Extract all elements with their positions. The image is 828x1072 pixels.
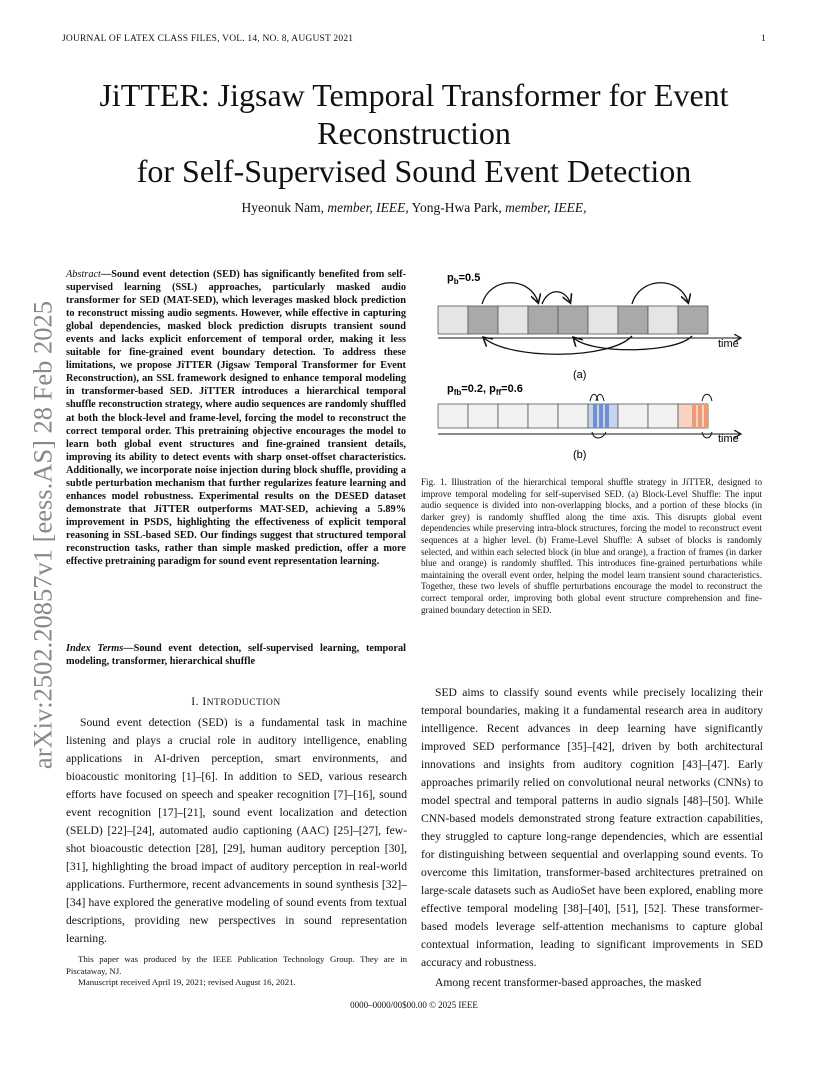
arxiv-id: arXiv:2502.20857v1 [eess.AS] 28 Feb 2025 [27, 300, 58, 770]
author-1-role: member, IEEE, [327, 200, 409, 215]
paper-title [40, 76, 788, 190]
shuffle-arrow [542, 292, 570, 304]
section-heading [66, 696, 406, 708]
right-paragraph-2: Among recent transformer-based approaches, the masked [435, 976, 702, 989]
frame-shuffle-arrow [592, 432, 606, 438]
running-header [62, 34, 766, 44]
shuffle-arrow [632, 283, 688, 304]
frame-shuffle-arrow [702, 394, 712, 401]
copyright-footer: 0000–0000/00$00.00 © 2025 IEEE [350, 1000, 478, 1010]
author-1: Hyeonuk Nam, [241, 200, 328, 215]
author-2: Yong-Hwa Park, [408, 200, 506, 215]
author-2-role: member, IEEE, [505, 200, 587, 215]
intro-paragraph: Sound event detection (SED) is a fundamental task in machine listening and plays a crucial role in auditory intelligence, enabling applications in AI-driven perception, smart environments, and bioacoustic monitoring [1]–[6]. In addition to SED, various research efforts have focused on speech and speaker recognition [7]–[16], sound event recognition [17]–[21], sound event localization and detection (SELD) [22]–[24], automated audio captioning (AAC) [25]–[27], few-shot bioacoustic detection [28], [29], human auditory perception [30], [31], highlighting the broad impact of auditory perception in real-world applications. Furthermore, recent advancements in sound synthesis [32]–[34] have explored the generative modeling of sound events from textual descriptions, providing new perspectives in sound representation learning. [66, 716, 407, 945]
shuffle-arrow [484, 336, 632, 354]
index-terms-text: —Sound event detection, self-supervised learning, temporal modeling, transformer, hierarchical shuffle [66, 643, 406, 668]
param-pb: $p_b=0.5$ [447, 272, 481, 286]
author-line [40, 200, 788, 216]
block-row-b [438, 404, 708, 428]
section-title: NTRODUCTION [206, 698, 281, 708]
figure-1 [430, 262, 760, 462]
frame-shuffle-arrow [596, 394, 604, 401]
footnote-line-2: Manuscript received April 19, 2021; revised August 16, 2021. [78, 977, 296, 988]
abstract-lead: Abstract [66, 269, 101, 280]
journal-name: JOURNAL OF LATEX CLASS FILES, VOL. 14, NO. 8, AUGUST 2021 [62, 34, 354, 44]
subfigure-a-label: (a) [573, 369, 587, 381]
abstract [66, 268, 406, 568]
index-terms [66, 642, 406, 668]
param-pfb-pff: $p_{fb}=0.2$, $p_{ff}=0.6$ [447, 383, 523, 397]
page-number: 1 [761, 34, 766, 44]
footnote-line-1: This paper was produced by the IEEE Publication Technology Group. They are in Piscataway, NJ. [66, 954, 407, 976]
footnote [66, 954, 407, 989]
section-numeral: I. I [191, 696, 207, 708]
figure-caption: Fig. 1. Illustration of the hierarchical temporal shuffle strategy in JiTTER, designed to improve temporal modeling for self-supervised SED. (a) Block-Level Shuffle: The input audio sequence is divided into non-overlapping blocks, and a portion of these blocks (in darker grey) is randomly shuffled along the time axis. This disrupts global event dependencies while preserving intra-block structures, forcing the model to reconstruct event sequences at a higher level. (b) Frame-Level Shuffle: A subset of blocks is randomly selected, and within each selected block (in blue and orange), a fraction of frames (in darker blue and orange) is randomly shuffled. This introduces fine-grained perturbations while maintaining the overall event order, helping the model learn transient sound characteristics. Together, these two levels of shuffle perturbations encourage the model to reconstruct the correct temporal order, improving both global event structure comprehension and fine-grained boundary detection in SED. [421, 477, 762, 615]
title-line-3: for Self-Supervised Sound Event Detection [136, 153, 692, 189]
title-line-2: Reconstruction [317, 115, 511, 151]
right-paragraph-1: SED aims to classify sound events while precisely localizing their temporal boundaries, making it a fundamental research area in auditory intelligence. Recent advances in deep learning have significantly improved SED performance [35]–[42], driven by both architectural innovations and insights from auditory cognition [43]–[47]. Early approaches primarily relied on convolutional neural networks (CNNs) to model spectral and temporal patterns in audio signals [48]–[50]. While CNN-based models demonstrated strong feature extraction capabilities, they struggled to capture long-range dependencies, which are essential for distinguishing between sequential and overlapping sound events. To overcome this limitation, transformer-based architectures pretrained on large-scale datasets such as AudioSet have been explored, enabling more effective temporal modeling [38]–[40], [51], [52]. These transformer-based models leverage self-attention mechanisms to capture global contextual information, leading to significant improvements in SED accuracy and robustness. [421, 686, 763, 969]
title-line-1: JiTTER: Jigsaw Temporal Transformer for Event [99, 77, 729, 113]
time-label-a: time [718, 338, 739, 350]
frame-shuffle-arrow [702, 432, 712, 438]
block-row-a [438, 306, 708, 334]
subfigure-b-label: (b) [573, 449, 587, 461]
time-label-b: time [718, 433, 739, 445]
shuffle-arrow [482, 283, 538, 304]
arxiv-stamp [18, 290, 68, 780]
index-terms-lead: Index Terms [66, 643, 124, 654]
abstract-text: —Sound event detection (SED) has significantly benefited from self-supervised learning (SSL) approaches, particularly masked audio transformer for SED (MAT-SED), which leverages masked block prediction to reconstruct missing audio segments. However, while effective in capturing global dependencies, masked block prediction disrupts transient sound events and lacks explicit enforcement of temporal order, making it less suitable for fine-grained event boundary detection. To address these limitations, we propose JiTTER (Jigsaw Temporal Transformer for Event Reconstruction), an SSL framework designed to enhance temporal modeling in transformer-based SED. JiTTER introduces a hierarchical temporal shuffle reconstruction strategy, where audio sequences are randomly shuffled at both the block-level and frame-level, forcing the model to reconstruct the correct temporal order. This pretraining objective encourages the model to learn both global event structures and fine-grained transient details, improving its ability to detect events with sharp onset-offset characteristics. Additionally, we incorporate noise injection during block shuffle, providing a subtle perturbation mechanism that further regularizes feature learning and enhances model robustness. Experimental results on the DESED dataset demonstrate that JiTTER outperforms MAT-SED, achieving a 5.89% improvement in PSDS, highlighting the effectiveness of explicit temporal reasoning in SSL-based SED. Our findings suggest that structured temporal reconstruction tasks, rather than simple masked prediction, offer a more effective pretraining paradigm for sound event representation learning. [66, 269, 406, 568]
